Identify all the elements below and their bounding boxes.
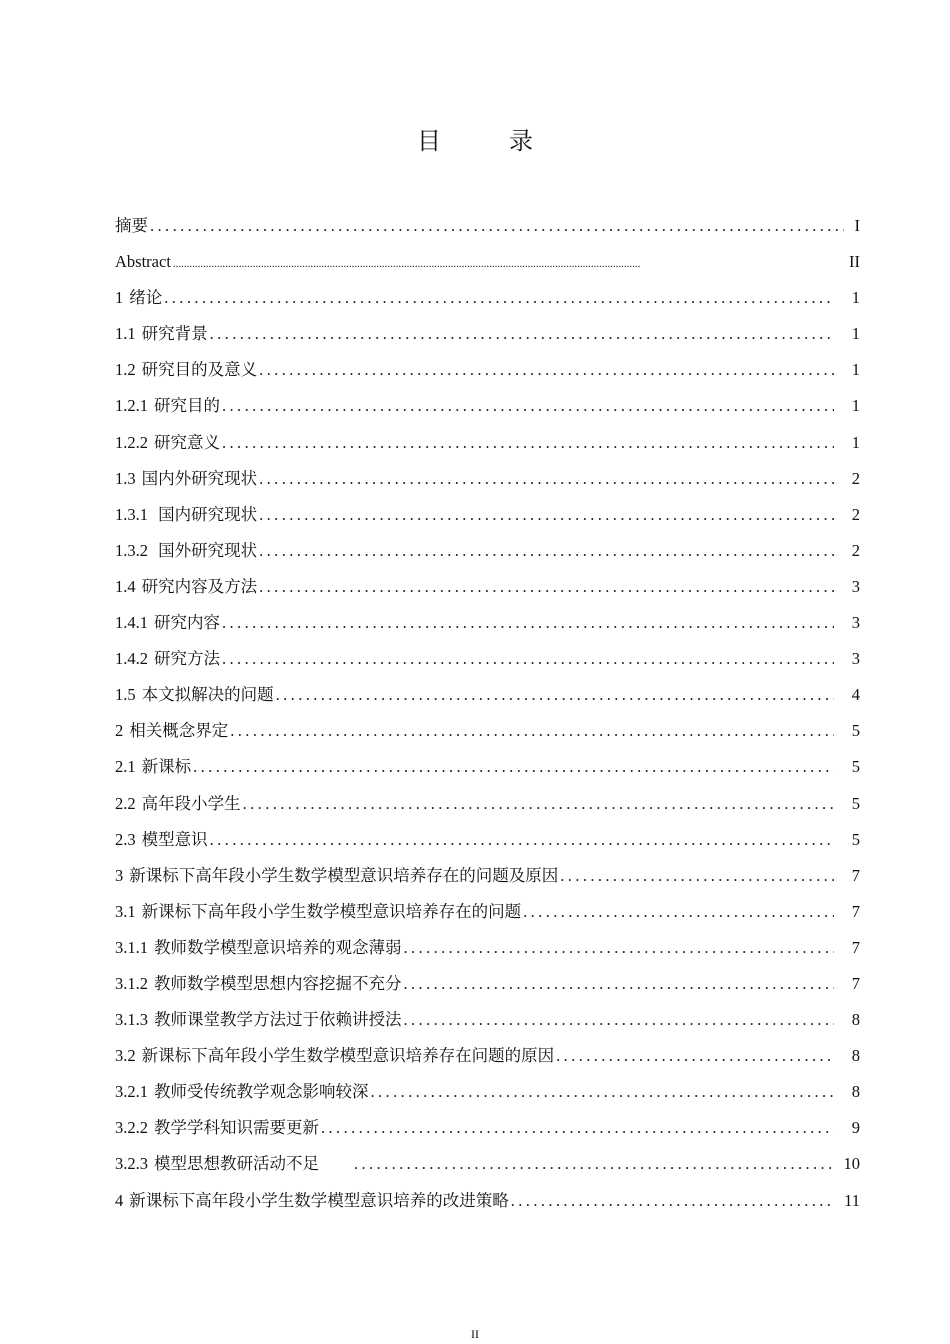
toc-entry-page: 3 xyxy=(851,576,860,596)
toc-entry-label xyxy=(115,1074,369,1110)
toc-entry-number: 1.4.1 xyxy=(115,613,148,633)
toc-entry-page: 8 xyxy=(851,1010,860,1030)
toc-entry[interactable] xyxy=(115,316,860,352)
toc-entry-text: 教学学科知识需要更新 xyxy=(154,1118,319,1138)
toc-entry[interactable] xyxy=(115,352,860,388)
toc-entry-page: 5 xyxy=(851,793,860,813)
toc-entry-page: 9 xyxy=(851,1118,860,1138)
toc-entry-page: II xyxy=(849,252,860,272)
toc-entry-number: 3.1.1 xyxy=(115,937,148,957)
toc-entry-text: 教师课堂教学方法过于依赖讲授法 xyxy=(154,1010,402,1030)
toc-entry-page: 1 xyxy=(851,360,860,380)
dot-leader xyxy=(210,316,834,352)
toc-entry-text: 研究内容及方法 xyxy=(141,576,258,596)
dot-leader xyxy=(210,822,834,858)
dot-leader xyxy=(404,1002,835,1038)
toc-entry-page: 7 xyxy=(851,973,860,993)
toc-entry-number: 4 xyxy=(115,1190,124,1210)
toc-entry-text: 教师数学模型意识培养的观念薄弱 xyxy=(154,937,402,957)
dot-leader xyxy=(259,461,834,497)
dot-leader xyxy=(259,352,834,388)
toc-entry-text: 国内研究现状 xyxy=(154,504,258,524)
toc-entry-number: 3.2 xyxy=(115,1046,136,1066)
toc-entry-number: 1.2.1 xyxy=(115,396,148,416)
dot-leader xyxy=(556,1038,834,1074)
dot-leader xyxy=(193,749,834,785)
toc-entry-number: 1.5 xyxy=(115,685,136,705)
toc-entry-label xyxy=(115,388,220,424)
toc-entry[interactable] xyxy=(115,1110,860,1146)
toc-entry-label xyxy=(115,966,402,1002)
toc-entry-number: 1.3.1 xyxy=(115,504,148,524)
toc-entry-page: 7 xyxy=(851,937,860,957)
toc-entry-label xyxy=(115,786,241,822)
dot-leader xyxy=(230,713,834,749)
toc-entry[interactable] xyxy=(115,677,860,713)
dot-leader xyxy=(222,425,834,461)
toc-entry[interactable] xyxy=(115,786,860,822)
dot-leader xyxy=(276,677,834,713)
toc-entry-text: 新课标 xyxy=(141,757,192,777)
toc-entry[interactable] xyxy=(115,1002,860,1038)
toc-entry-page: 5 xyxy=(851,721,860,741)
toc-entry[interactable] xyxy=(115,461,860,497)
dot-leader xyxy=(404,930,835,966)
toc-entry-label xyxy=(115,497,257,533)
toc-entry-page: 1 xyxy=(851,288,860,308)
toc-entry-label xyxy=(115,1002,402,1038)
toc-entry-number: 3 xyxy=(115,865,124,885)
toc-entry-text: 教师受传统教学观念影响较深 xyxy=(154,1082,369,1102)
toc-entry-label xyxy=(115,1146,352,1182)
toc-entry-number: 3.1.2 xyxy=(115,973,148,993)
dot-leader xyxy=(560,858,834,894)
toc-entry-page: 3 xyxy=(851,649,860,669)
dot-leader xyxy=(259,569,834,605)
toc-entry[interactable] xyxy=(115,244,860,280)
toc-entry-text: 新课标下高年段小学生数学模型意识培养存在的问题 xyxy=(141,901,522,921)
toc-entry-text: 研究目的及意义 xyxy=(141,360,258,380)
dot-leader xyxy=(259,533,834,569)
toc-entry[interactable] xyxy=(115,1038,860,1074)
dot-leader xyxy=(222,605,834,641)
toc-entry[interactable] xyxy=(115,605,860,641)
dot-leader xyxy=(150,208,844,244)
dot-leader xyxy=(321,1110,834,1146)
toc-entry-page: 8 xyxy=(851,1082,860,1102)
toc-entry-text: 研究背景 xyxy=(141,324,208,344)
dot-leader xyxy=(404,966,835,1002)
dot-leader xyxy=(523,894,834,930)
toc-entry-text: 研究意义 xyxy=(154,432,220,452)
toc-entry-number: 2 xyxy=(115,721,124,741)
toc-entry-number: 3.2.3 xyxy=(115,1154,148,1174)
toc-entry-text: 研究目的 xyxy=(154,396,220,416)
dot-leader xyxy=(354,1146,832,1182)
toc-entry-number: 3.1 xyxy=(115,901,136,921)
toc-entry-label xyxy=(115,244,171,280)
toc-entry-page: 2 xyxy=(851,540,860,560)
toc-entry[interactable] xyxy=(115,822,860,858)
toc-entry-page: 11 xyxy=(844,1190,860,1210)
toc-entry-label xyxy=(115,569,257,605)
toc-entry-number: 2.3 xyxy=(115,829,136,849)
toc-entry-number: 1.4 xyxy=(115,576,136,596)
toc-entry-label xyxy=(115,1110,319,1146)
toc-entry-number: 1 xyxy=(115,288,124,308)
toc-entry-label xyxy=(115,749,191,785)
toc-entry[interactable] xyxy=(115,713,860,749)
toc-entry-label xyxy=(115,930,402,966)
toc-entry-text: 研究内容 xyxy=(154,613,220,633)
toc-entry-text: 研究方法 xyxy=(154,649,220,669)
dot-leader xyxy=(371,1074,835,1110)
toc-entry-label xyxy=(115,894,521,930)
toc-entry-page: 2 xyxy=(851,468,860,488)
toc-entry-page: 8 xyxy=(851,1046,860,1066)
toc-entry[interactable] xyxy=(115,858,860,894)
toc-entry-text: 模型思想教研活动不足 xyxy=(154,1154,352,1174)
toc-entry[interactable] xyxy=(115,894,860,930)
toc-entry-label xyxy=(115,533,257,569)
toc-entry[interactable] xyxy=(115,749,860,785)
toc-entry-page: 3 xyxy=(851,613,860,633)
toc-entry[interactable] xyxy=(115,208,860,244)
toc-entry-text: 国外研究现状 xyxy=(154,540,258,560)
toc-entry-number: 1.4.2 xyxy=(115,649,148,669)
toc-entry-text: 高年段小学生 xyxy=(141,793,241,813)
toc-entry-page: 1 xyxy=(851,396,860,416)
toc-entry[interactable] xyxy=(115,280,860,316)
dot-leader xyxy=(243,786,834,822)
dot-leader xyxy=(164,280,834,316)
toc-entry-label xyxy=(115,677,274,713)
toc-entry-number: 1.2 xyxy=(115,360,136,380)
toc-entry-label xyxy=(115,425,220,461)
toc-entry-text: 国内外研究现状 xyxy=(141,468,258,488)
toc-entry-page: 2 xyxy=(851,504,860,524)
toc-entry-number: 3.2.1 xyxy=(115,1082,148,1102)
toc-entry-text: 模型意识 xyxy=(141,829,208,849)
toc-entry-number: 1.1 xyxy=(115,324,136,344)
toc-entry-label xyxy=(115,208,148,244)
toc-entry[interactable] xyxy=(115,425,860,461)
toc-entry-label xyxy=(115,858,558,894)
toc-entry-text: Abstract xyxy=(115,252,171,272)
toc-entry[interactable] xyxy=(115,533,860,569)
dot-leader xyxy=(173,246,844,282)
toc-entry-number: 3.2.2 xyxy=(115,1118,148,1138)
toc-entry-text: 教师数学模型思想内容挖掘不充分 xyxy=(154,973,402,993)
table-of-contents xyxy=(115,208,860,1219)
toc-entry-number: 3.1.3 xyxy=(115,1010,148,1030)
toc-entry-label xyxy=(115,352,257,388)
toc-entry-label xyxy=(115,461,257,497)
toc-entry-label xyxy=(115,822,208,858)
toc-entry[interactable] xyxy=(115,388,860,424)
toc-entry-number: 1.2.2 xyxy=(115,432,148,452)
dot-leader xyxy=(511,1183,832,1219)
toc-entry-text: 相关概念界定 xyxy=(129,721,229,741)
toc-entry[interactable] xyxy=(115,569,860,605)
toc-entry-text: 本文拟解决的问题 xyxy=(141,685,274,705)
toc-entry[interactable] xyxy=(115,497,860,533)
toc-entry-page: 7 xyxy=(851,865,860,885)
toc-entry[interactable] xyxy=(115,966,860,1002)
toc-entry-number: 1.3 xyxy=(115,468,136,488)
toc-entry[interactable] xyxy=(115,1146,860,1182)
toc-entry-text: 绪论 xyxy=(129,288,163,308)
toc-entry-label xyxy=(115,316,208,352)
toc-entry-page: 7 xyxy=(851,901,860,921)
toc-entry-label xyxy=(115,713,228,749)
toc-entry-number: 2.1 xyxy=(115,757,136,777)
toc-entry-text: 新课标下高年段小学生数学模型意识培养存在问题的原因 xyxy=(141,1046,555,1066)
toc-entry-number: 1.3.2 xyxy=(115,540,148,560)
dot-leader xyxy=(259,497,834,533)
toc-entry-page: 5 xyxy=(851,757,860,777)
toc-entry[interactable] xyxy=(115,641,860,677)
toc-entry-page: 1 xyxy=(851,432,860,452)
toc-entry[interactable] xyxy=(115,1183,860,1219)
page-number-footer: II xyxy=(471,1327,479,1341)
toc-entry-page: 5 xyxy=(851,829,860,849)
dot-leader xyxy=(222,388,834,424)
toc-entry-label xyxy=(115,605,220,641)
toc-entry-text: 新课标下高年段小学生数学模型意识培养存在的问题及原因 xyxy=(129,865,559,885)
toc-entry[interactable] xyxy=(115,1074,860,1110)
toc-entry-page: 10 xyxy=(843,1154,860,1174)
toc-title: 目 录 xyxy=(417,127,555,155)
dot-leader xyxy=(222,641,834,677)
toc-entry-page: 4 xyxy=(851,685,860,705)
toc-entry-page: 1 xyxy=(851,324,860,344)
toc-entry-text: 摘要 xyxy=(115,216,148,235)
toc-entry-text: 新课标下高年段小学生数学模型意识培养的改进策略 xyxy=(129,1190,509,1210)
toc-entry[interactable] xyxy=(115,930,860,966)
toc-entry-page: I xyxy=(854,216,860,235)
toc-entry-label xyxy=(115,280,162,316)
toc-entry-label xyxy=(115,641,220,677)
toc-entry-number: 2.2 xyxy=(115,793,136,813)
toc-entry-label xyxy=(115,1038,554,1074)
toc-entry-label xyxy=(115,1183,509,1219)
